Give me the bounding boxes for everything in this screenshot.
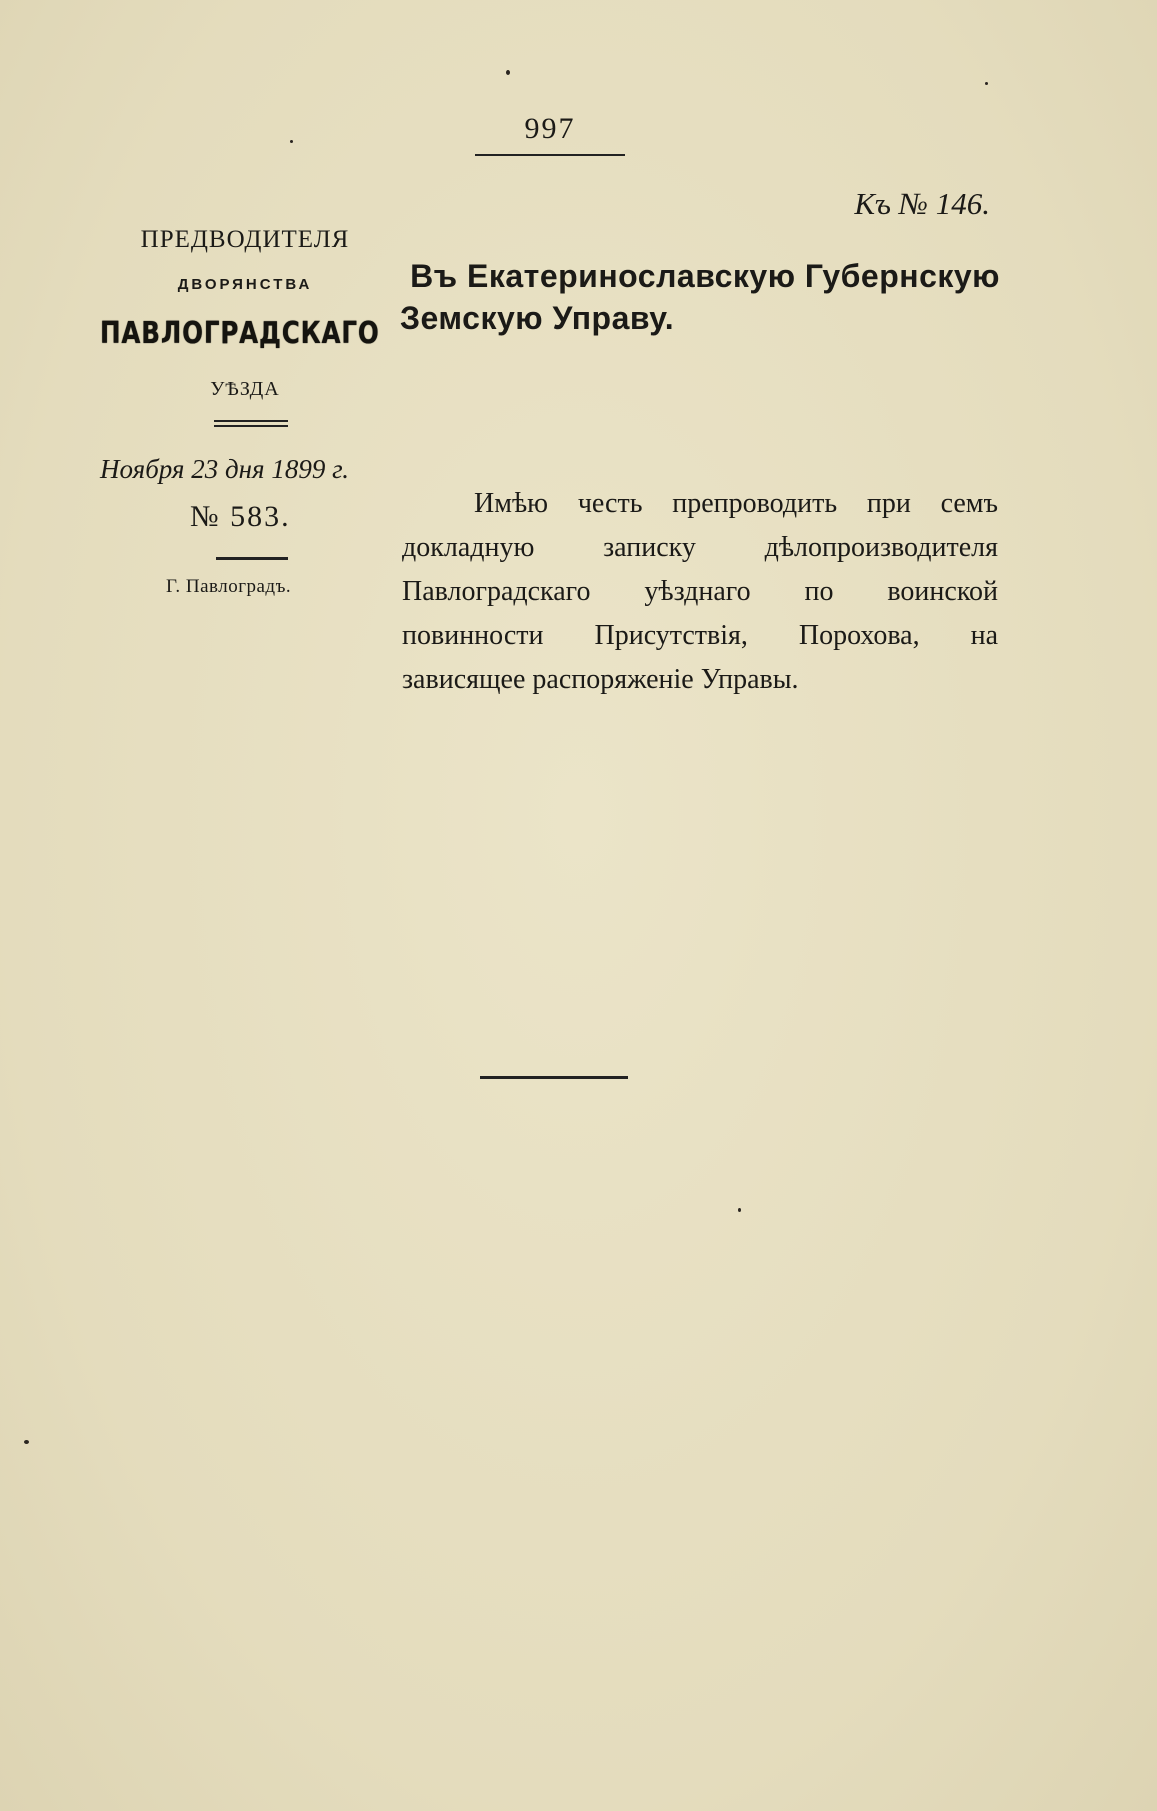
body-line: докладную записку дѣлопроизводителя [402, 532, 998, 563]
outgoing-number-rule [216, 557, 288, 560]
body-line: повинности Присутствія, Порохова, на [402, 620, 998, 651]
paper-speck [985, 82, 988, 85]
page-number-rule [475, 154, 625, 156]
sender-district: УѢЗДА [210, 378, 280, 400]
letter-date: Ноября 23 дня 1899 г. [100, 454, 349, 484]
paper-speck [24, 1440, 29, 1444]
letter-city: Г. Павлоградъ. [166, 576, 292, 597]
page-number: 997 [524, 112, 576, 145]
outgoing-number: № 583. [190, 500, 291, 533]
sender-nobility: ДВОРЯНСТВА [177, 276, 313, 293]
reference-number: Къ № 146. [854, 186, 990, 221]
sender-title: ПРЕДВОДИТЕЛЯ [140, 226, 350, 253]
letter-body [402, 482, 998, 702]
sender-double-rule-top [214, 420, 288, 422]
body-line: Имѣю честь препроводить при семъ [474, 488, 998, 519]
sender-double-rule-bottom [214, 425, 288, 427]
body-line: зависящее распоряженіе Управы. [402, 664, 799, 695]
paper-speck [290, 140, 293, 143]
body-line: Павлоградскаго уѣзднаго по воинской [402, 576, 998, 607]
paper-speck [506, 70, 510, 75]
closing-rule [480, 1076, 628, 1079]
sender-district-name: ПАВЛОГРАДСКАГО [100, 316, 380, 351]
addressee-line-2: Земскую Управу. [400, 300, 675, 336]
paper-speck [738, 1208, 741, 1212]
addressee-line-1: Въ Екатеринославскую Губернскую [410, 258, 1000, 294]
